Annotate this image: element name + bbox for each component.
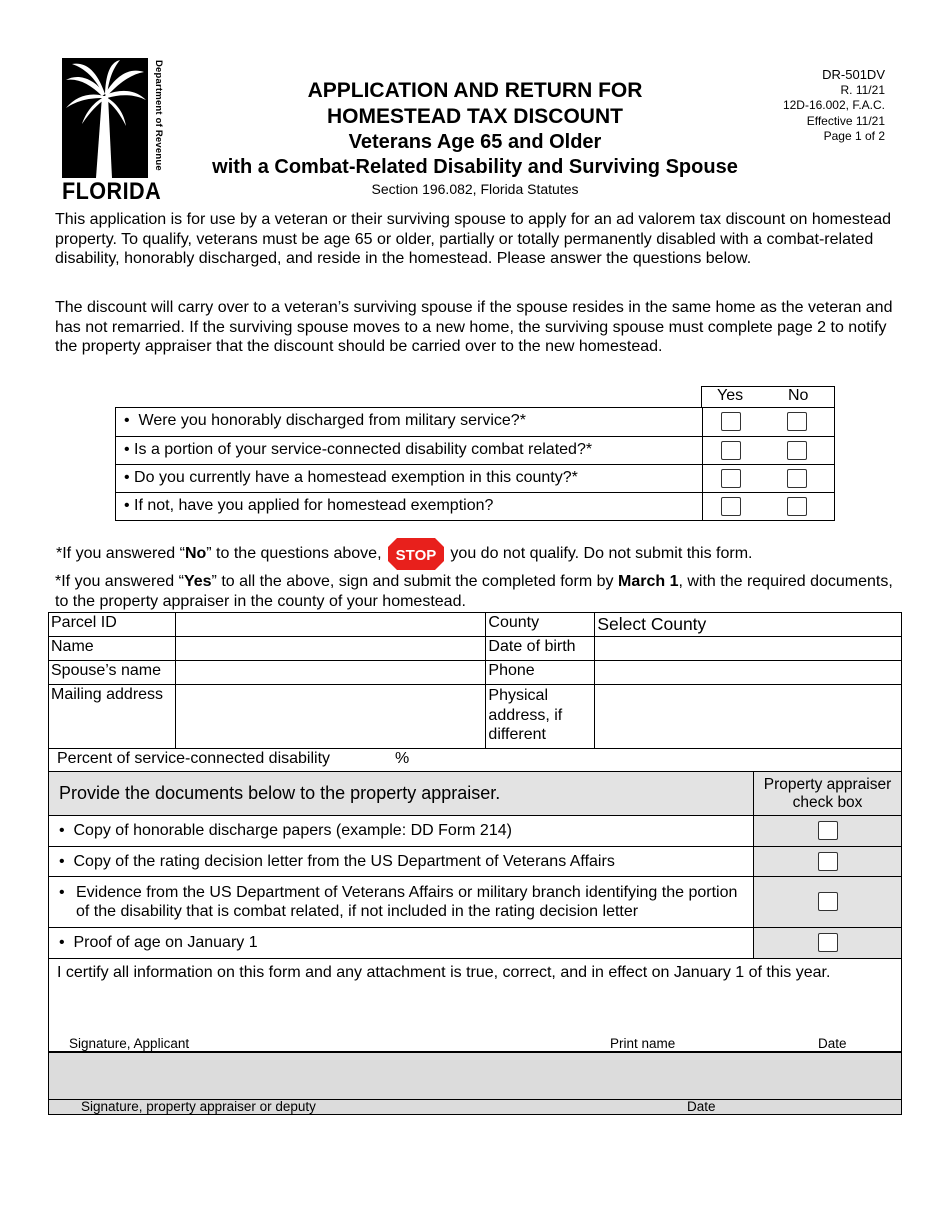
form-revision: R. 11/21	[840, 82, 885, 97]
palm-tree-icon	[62, 58, 148, 178]
intro-paragraph-1: This application is for use by a veteran or their surviving spouse to apply for an ad valorem tax discount on homestead property. To qualify, veterans must be age 65 or older, partially or totally permanently disabled with a combat-related disability, honorably discharged, and reside in the homestead. Please answer the questions below.	[55, 211, 892, 268]
question-text: • Were you honorably discharged from military service?*	[124, 412, 526, 429]
print-name-label: Print name	[610, 1036, 676, 1051]
document-3: Evidence from the US Department of Veterans Affairs or military branch identifying the portion of the disability that is combat related, if not included in the rating decision letter	[76, 883, 738, 920]
required-documents-table	[48, 771, 902, 959]
signature-line	[49, 1051, 901, 1053]
question-row	[116, 464, 834, 492]
document-4-checkbox[interactable]	[818, 933, 838, 952]
bullet: •	[59, 883, 65, 901]
yes-answer-notice	[55, 572, 900, 612]
certification-text: I certify all information on this form and any attachment is true, correct, and in effect on January 1 of this year.	[57, 964, 831, 981]
percent-sign: %	[394, 750, 410, 767]
florida-wordmark: FLORIDA	[62, 178, 162, 205]
question-3: Do you currently have a homestead exemption in this county?*	[134, 469, 578, 486]
intro-paragraph-2: The discount will carry over to a veteran’s surviving spouse if the spouse resides in the same home as the veteran and has not remarried. If the surviving spouse moves to a new home, the surviving spouse must complete page 2 to notify the property appraiser that the discount should be carried over to the new homestead.	[55, 299, 893, 356]
disability-percent-row	[49, 749, 902, 772]
spouse-name-label: Spouse’s name	[49, 661, 176, 685]
documents-header: Provide the documents below to the property appraiser.	[49, 772, 754, 816]
phone-field[interactable]	[595, 661, 902, 685]
disability-percent-label: Percent of service-connected disability	[57, 750, 331, 767]
county-select[interactable]: Select County	[595, 613, 902, 637]
name-label: Name	[49, 637, 176, 661]
notice-text: you do not qualify. Do not submit this form.	[450, 545, 753, 563]
name-field[interactable]	[175, 637, 486, 661]
document-4-check-cell	[754, 928, 902, 959]
eligibility-questions	[115, 386, 835, 521]
notice-text: ” to the questions above,	[206, 545, 382, 563]
question-4-no-checkbox[interactable]	[787, 497, 807, 516]
phone-label: Phone	[486, 661, 595, 685]
parcel-id-label: Parcel ID	[49, 613, 176, 637]
deadline: March 1	[618, 573, 679, 590]
title-line-4: with a Combat-Related Disability and Surviving Spouse	[212, 156, 738, 178]
question-1: Were you honorably discharged from military service?*	[138, 412, 526, 429]
question-text: • Do you currently have a homestead exemption in this county?*	[124, 469, 578, 486]
appraiser-check-header: Property appraiser check box	[754, 772, 902, 816]
form-identifier	[783, 67, 885, 145]
question-2-no-checkbox[interactable]	[787, 441, 807, 460]
question-4: If not, have you applied for homestead exemption?	[134, 497, 494, 514]
questions-header	[115, 386, 835, 407]
county-label: County	[486, 613, 595, 637]
question-row	[116, 492, 834, 520]
title-line-2: HOMESTEAD TAX DISCOUNT	[327, 105, 623, 128]
notice-text: *If you answered “	[55, 573, 184, 590]
statute-reference: Section 196.082, Florida Statutes	[371, 181, 579, 197]
document-item: • Copy of the rating decision letter from the US Department of Veterans Affairs	[49, 847, 754, 877]
form-effective: Effective 11/21	[806, 113, 885, 128]
document-item	[49, 877, 754, 928]
stop-label: STOP	[395, 547, 437, 564]
document-item-wrap	[59, 883, 745, 922]
dob-field[interactable]	[595, 637, 902, 661]
question-2: Is a portion of your service-connected disability combat related?*	[134, 441, 593, 458]
document-4: Proof of age on January 1	[73, 934, 258, 951]
no-column-label: No	[788, 387, 809, 404]
form-rule: 12D-16.002, F.A.C.	[782, 98, 885, 112]
document-3-check-cell	[754, 877, 902, 928]
yes-column-label: Yes	[717, 387, 744, 404]
certification-section	[48, 958, 902, 1115]
document-item: • Copy of honorable discharge papers (example: DD Form 214)	[49, 816, 754, 847]
document-item: • Proof of age on January 1	[49, 928, 754, 959]
notice-text: *If you answered “	[56, 545, 185, 563]
form-number: DR-501DV	[822, 67, 885, 82]
physical-address-field[interactable]	[595, 685, 902, 749]
question-4-yes-checkbox[interactable]	[721, 497, 741, 516]
parcel-id-field[interactable]	[175, 613, 486, 637]
document-1: Copy of honorable discharge papers (example: DD Form 214)	[73, 822, 512, 839]
physical-address-label: Physical address, if different	[486, 685, 595, 749]
questions-body	[115, 407, 835, 521]
spouse-name-field[interactable]	[175, 661, 486, 685]
question-1-yes-checkbox[interactable]	[721, 412, 741, 431]
applicant-signature-label: Signature, Applicant	[69, 1036, 190, 1051]
appraiser-signature-field[interactable]	[49, 1053, 901, 1099]
question-separator	[702, 437, 703, 464]
document-2-check-cell	[754, 847, 902, 877]
question-3-yes-checkbox[interactable]	[721, 469, 741, 488]
mailing-address-field[interactable]	[175, 685, 486, 749]
question-row	[116, 436, 834, 464]
question-3-no-checkbox[interactable]	[787, 469, 807, 488]
question-separator	[702, 408, 703, 436]
notice-yes-word: Yes	[183, 573, 212, 590]
date-label: Date	[818, 1036, 847, 1051]
page-number: Page 1 of 2	[823, 129, 885, 143]
dept-text: Department of Revenue	[153, 60, 164, 171]
document-3-checkbox[interactable]	[818, 892, 838, 911]
appraiser-signature-label: Signature, property appraiser or deputy	[81, 1099, 316, 1114]
title-line-1: APPLICATION AND RETURN FOR	[307, 79, 643, 102]
stop-sign-icon	[388, 538, 444, 570]
florida-dor-logo	[62, 58, 166, 206]
mailing-address-label: Mailing address	[49, 685, 176, 749]
dob-label: Date of birth	[486, 637, 595, 661]
notice-text: , with the required documents, to the property appraiser in the county of your homestead.	[55, 573, 893, 610]
question-text: • Is a portion of your service-connected disability combat related?*	[124, 441, 593, 458]
document-2: Copy of the rating decision letter from the US Department of Veterans Affairs	[73, 852, 615, 870]
document-1-check-cell	[754, 816, 902, 847]
question-separator	[702, 465, 703, 492]
question-1-no-checkbox[interactable]	[787, 412, 807, 431]
form-title	[180, 78, 770, 198]
question-2-yes-checkbox[interactable]	[721, 441, 741, 460]
question-row	[116, 408, 834, 436]
no-answer-notice	[56, 538, 753, 570]
document-1-checkbox[interactable]	[818, 821, 838, 840]
title-line-3: Veterans Age 65 and Older	[348, 131, 602, 153]
question-text: • If not, have you applied for homestead exemption?	[124, 497, 494, 514]
document-2-checkbox[interactable]	[818, 852, 838, 871]
notice-no-word: No	[184, 545, 207, 563]
appraiser-date-label: Date	[687, 1099, 716, 1114]
question-separator	[702, 493, 703, 520]
applicant-info-table	[48, 612, 902, 772]
notice-text: ” to all the above, sign and submit the completed form by	[211, 573, 614, 590]
